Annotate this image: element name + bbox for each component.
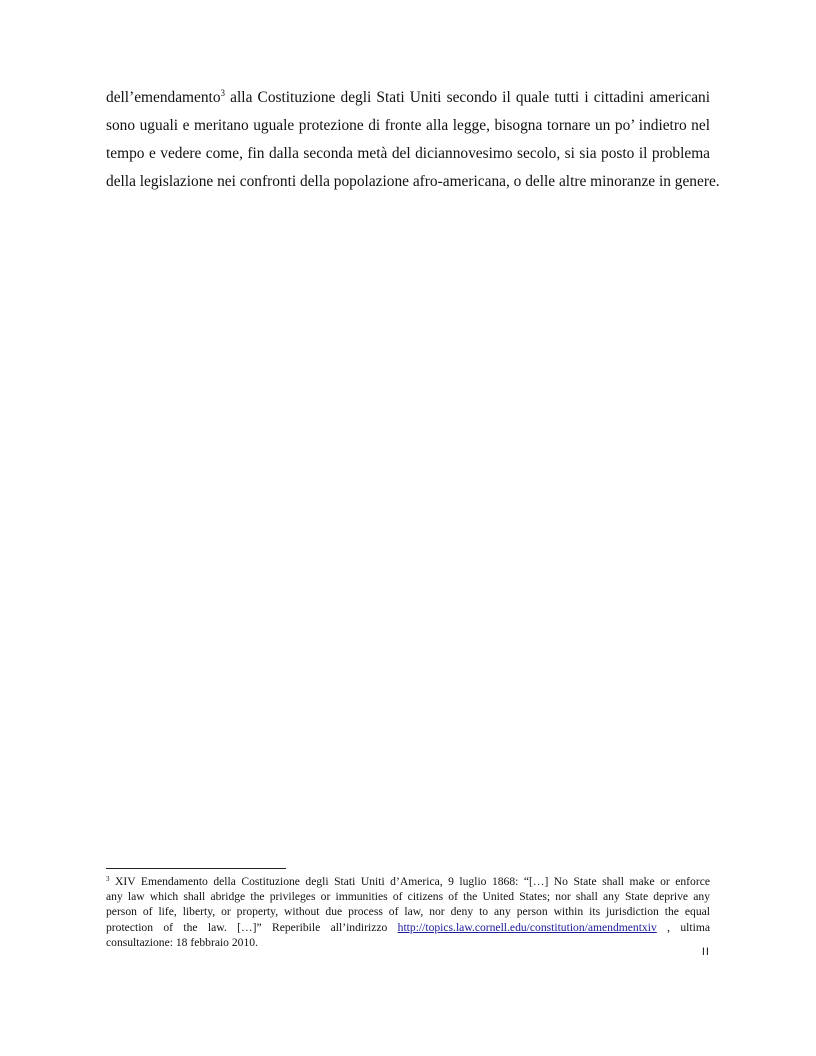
text-fragment: alla Costituzione degli Stati Uniti secondo il quale tutti i cittadini americani bbox=[225, 89, 710, 106]
paragraph-line-4: della legislazione nei confronti della popolazione afro-americana, o delle altre minoranze in genere. bbox=[106, 173, 720, 190]
text-fragment: protection of the law. […]” Reperibile all’indirizzo bbox=[106, 920, 398, 934]
footnote-number: 3 bbox=[106, 875, 110, 883]
paragraph-line-2: sono uguali e meritano uguale protezione di fronte alla legge, bisogna tornare un po’ indietro nel bbox=[106, 117, 710, 134]
footnote-line-4 bbox=[106, 920, 710, 935]
paragraph-line-1 bbox=[106, 84, 710, 112]
footnote-line-3: person of life, liberty, or property, without due process of law, nor deny to any person within its jurisdiction the equal bbox=[106, 905, 710, 919]
text-fragment: , ultima bbox=[656, 920, 710, 934]
footnote bbox=[106, 874, 710, 950]
footnote-line-2: any law which shall abridge the privileges or immunities of citizens of the United States; nor shall any State deprive any bbox=[106, 890, 710, 904]
footnote-line-1 bbox=[106, 874, 710, 889]
text-fragment: XIV Emendamento della Costituzione degli Stati Uniti d’America, 9 luglio 1868: “[…] No State shall make or enforce bbox=[109, 875, 710, 888]
footnote-line-5: consultazione: 18 febbraio 2010. bbox=[106, 935, 258, 949]
text-fragment: dell’emendamento bbox=[106, 89, 221, 106]
footnote-reference[interactable]: 3 bbox=[220, 88, 226, 98]
paragraph-line-3: tempo e vedere come, fin dalla seconda metà del diciannovesimo secolo, si sia posto il problema bbox=[106, 145, 710, 162]
footnote-separator bbox=[106, 868, 286, 869]
body-paragraph bbox=[106, 84, 720, 196]
source-link[interactable]: http://topics.law.cornell.edu/constitution/amendmentxiv bbox=[397, 920, 657, 934]
page-number: II bbox=[701, 946, 710, 958]
